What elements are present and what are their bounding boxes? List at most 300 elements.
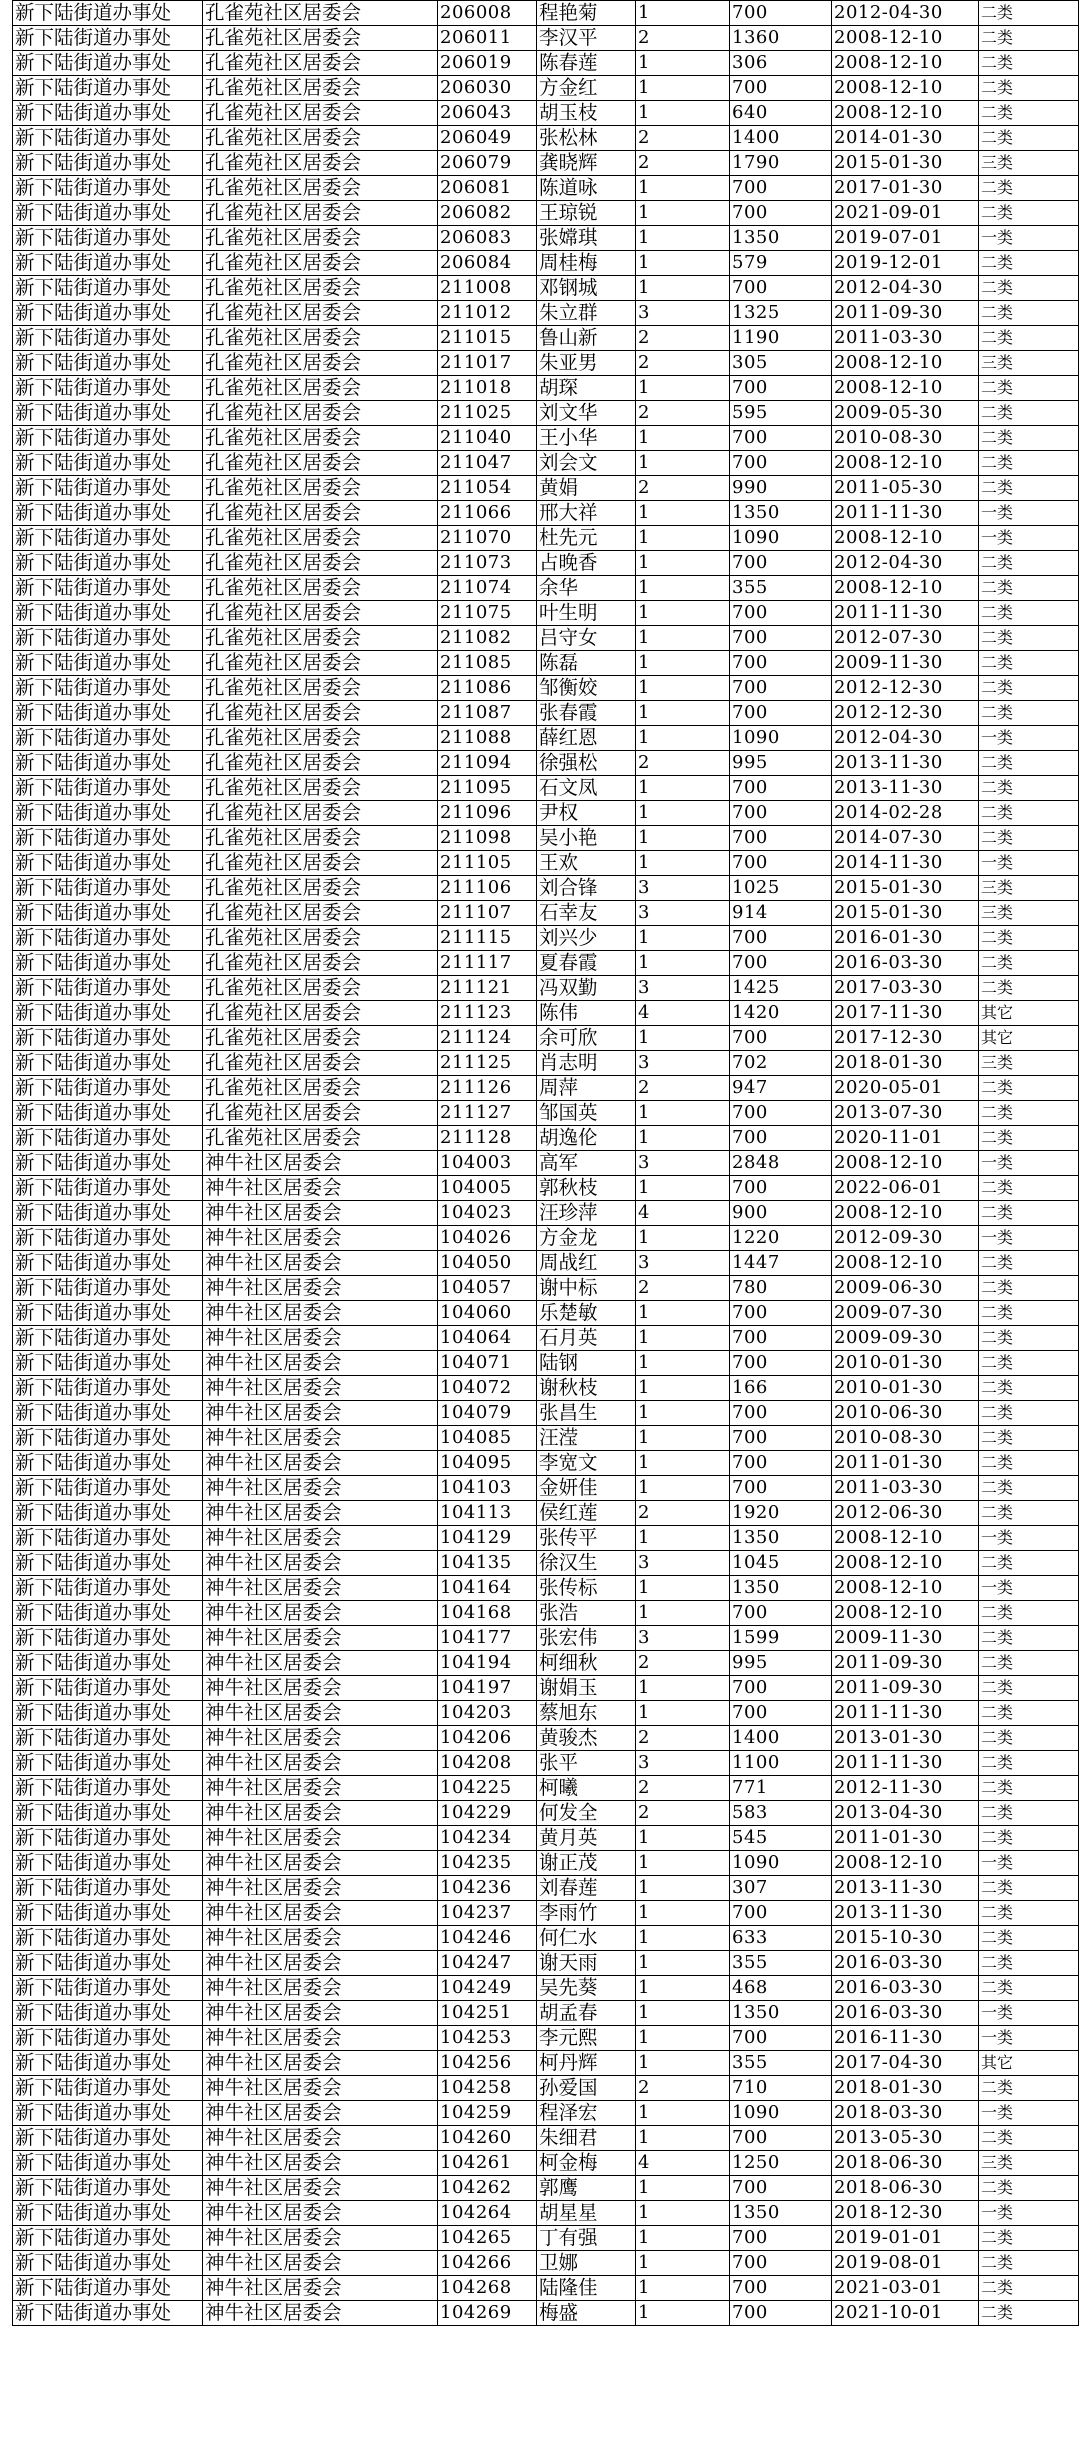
household-id-cell: 211115 (438, 926, 537, 951)
amount-cell: 700 (730, 1176, 832, 1201)
amount-cell: 995 (730, 1651, 832, 1676)
table-row (13, 901, 1079, 926)
household-id-cell: 104095 (438, 1451, 537, 1476)
members-cell: 1 (636, 376, 730, 401)
date-cell: 2012-04-30 (832, 726, 979, 751)
household-id-cell: 104249 (438, 1976, 537, 2001)
amount-cell: 1400 (730, 1726, 832, 1751)
date-cell: 2020-05-01 (832, 1076, 979, 1101)
table-row (13, 2026, 1079, 2051)
category-cell: 一类 (979, 851, 1079, 876)
name-cell: 程泽宏 (537, 2101, 636, 2126)
community-cell: 孔雀苑社区居委会 (203, 976, 438, 1001)
community-cell: 神牛社区居委会 (203, 1201, 438, 1226)
members-cell: 2 (636, 751, 730, 776)
table-row (13, 1976, 1079, 2001)
members-cell: 1 (636, 226, 730, 251)
category-cell: 二类 (979, 251, 1079, 276)
street-office-cell: 新下陆街道办事处 (13, 2301, 203, 2326)
street-office-cell: 新下陆街道办事处 (13, 601, 203, 626)
community-cell: 孔雀苑社区居委会 (203, 476, 438, 501)
name-cell: 夏春霞 (537, 951, 636, 976)
members-cell: 3 (636, 976, 730, 1001)
date-cell: 2008-12-10 (832, 1201, 979, 1226)
household-id-cell: 206008 (438, 1, 537, 26)
category-cell: 一类 (979, 2101, 1079, 2126)
category-cell: 二类 (979, 2301, 1079, 2326)
date-cell: 2010-01-30 (832, 1351, 979, 1376)
category-cell: 二类 (979, 201, 1079, 226)
table-row (13, 501, 1079, 526)
table-row (13, 776, 1079, 801)
amount-cell: 640 (730, 101, 832, 126)
table-row (13, 601, 1079, 626)
members-cell: 2 (636, 1726, 730, 1751)
name-cell: 张嫦琪 (537, 226, 636, 251)
date-cell: 2008-12-10 (832, 1251, 979, 1276)
category-cell: 二类 (979, 1201, 1079, 1226)
amount-cell: 700 (730, 826, 832, 851)
street-office-cell: 新下陆街道办事处 (13, 1476, 203, 1501)
household-id-cell: 206049 (438, 126, 537, 151)
name-cell: 朱细君 (537, 2126, 636, 2151)
community-cell: 神牛社区居委会 (203, 2226, 438, 2251)
household-id-cell: 211105 (438, 851, 537, 876)
name-cell: 陈磊 (537, 651, 636, 676)
street-office-cell: 新下陆街道办事处 (13, 1451, 203, 1476)
table-row (13, 551, 1079, 576)
date-cell: 2015-01-30 (832, 901, 979, 926)
members-cell: 1 (636, 1326, 730, 1351)
community-cell: 神牛社区居委会 (203, 1601, 438, 1626)
date-cell: 2008-12-10 (832, 1526, 979, 1551)
table-row (13, 1851, 1079, 1876)
date-cell: 2015-10-30 (832, 1926, 979, 1951)
street-office-cell: 新下陆街道办事处 (13, 276, 203, 301)
category-cell: 一类 (979, 2201, 1079, 2226)
amount-cell: 595 (730, 401, 832, 426)
household-id-cell: 104261 (438, 2151, 537, 2176)
table-row (13, 1526, 1079, 1551)
household-id-cell: 104259 (438, 2101, 537, 2126)
street-office-cell: 新下陆街道办事处 (13, 801, 203, 826)
amount-cell: 355 (730, 1951, 832, 1976)
community-cell: 孔雀苑社区居委会 (203, 826, 438, 851)
members-cell: 1 (636, 1376, 730, 1401)
category-cell: 二类 (979, 326, 1079, 351)
table-row (13, 1701, 1079, 1726)
amount-cell: 1599 (730, 1626, 832, 1651)
category-cell: 二类 (979, 701, 1079, 726)
date-cell: 2012-11-30 (832, 1776, 979, 1801)
category-cell: 二类 (979, 1926, 1079, 1951)
table-row (13, 1476, 1079, 1501)
members-cell: 2 (636, 1276, 730, 1301)
table-row (13, 1351, 1079, 1376)
community-cell: 神牛社区居委会 (203, 1501, 438, 1526)
table-row (13, 426, 1079, 451)
amount-cell: 771 (730, 1776, 832, 1801)
street-office-cell: 新下陆街道办事处 (13, 1126, 203, 1151)
category-cell: 二类 (979, 651, 1079, 676)
table-row (13, 1776, 1079, 1801)
date-cell: 2012-12-30 (832, 676, 979, 701)
date-cell: 2008-12-10 (832, 351, 979, 376)
street-office-cell: 新下陆街道办事处 (13, 1201, 203, 1226)
table-row (13, 201, 1079, 226)
table-row (13, 1951, 1079, 1976)
date-cell: 2009-05-30 (832, 401, 979, 426)
members-cell: 3 (636, 1751, 730, 1776)
street-office-cell: 新下陆街道办事处 (13, 1301, 203, 1326)
table-row (13, 1401, 1079, 1426)
community-cell: 孔雀苑社区居委会 (203, 701, 438, 726)
name-cell: 黄娟 (537, 476, 636, 501)
date-cell: 2010-08-30 (832, 1426, 979, 1451)
community-cell: 神牛社区居委会 (203, 1926, 438, 1951)
amount-cell: 579 (730, 251, 832, 276)
household-id-cell: 104026 (438, 1226, 537, 1251)
members-cell: 1 (636, 1826, 730, 1851)
name-cell: 陈道咏 (537, 176, 636, 201)
community-cell: 神牛社区居委会 (203, 1176, 438, 1201)
table-body (13, 1, 1079, 2326)
table-row (13, 1001, 1079, 1026)
street-office-cell: 新下陆街道办事处 (13, 476, 203, 501)
date-cell: 2008-12-10 (832, 26, 979, 51)
date-cell: 2016-03-30 (832, 951, 979, 976)
amount-cell: 633 (730, 1926, 832, 1951)
community-cell: 孔雀苑社区居委会 (203, 951, 438, 976)
community-cell: 孔雀苑社区居委会 (203, 651, 438, 676)
street-office-cell: 新下陆街道办事处 (13, 1351, 203, 1376)
date-cell: 2017-12-30 (832, 1026, 979, 1051)
name-cell: 徐汉生 (537, 1551, 636, 1576)
name-cell: 方金龙 (537, 1226, 636, 1251)
category-cell: 一类 (979, 726, 1079, 751)
street-office-cell: 新下陆街道办事处 (13, 1726, 203, 1751)
street-office-cell: 新下陆街道办事处 (13, 1151, 203, 1176)
table-row (13, 1026, 1079, 1051)
category-cell: 二类 (979, 2126, 1079, 2151)
category-cell: 二类 (979, 1751, 1079, 1776)
date-cell: 2021-09-01 (832, 201, 979, 226)
household-id-cell: 206043 (438, 101, 537, 126)
community-cell: 孔雀苑社区居委会 (203, 676, 438, 701)
name-cell: 刘兴少 (537, 926, 636, 951)
household-id-cell: 104265 (438, 2226, 537, 2251)
table-row (13, 851, 1079, 876)
date-cell: 2012-04-30 (832, 551, 979, 576)
name-cell: 乐楚敏 (537, 1301, 636, 1326)
category-cell: 三类 (979, 1051, 1079, 1076)
date-cell: 2013-01-30 (832, 1726, 979, 1751)
household-id-cell: 206082 (438, 201, 537, 226)
amount-cell: 1090 (730, 1851, 832, 1876)
street-office-cell: 新下陆街道办事处 (13, 201, 203, 226)
table-row (13, 1876, 1079, 1901)
table-row (13, 576, 1079, 601)
members-cell: 1 (636, 51, 730, 76)
community-cell: 神牛社区居委会 (203, 1851, 438, 1876)
date-cell: 2021-10-01 (832, 2301, 979, 2326)
members-cell: 3 (636, 1551, 730, 1576)
members-cell: 2 (636, 401, 730, 426)
date-cell: 2017-11-30 (832, 1001, 979, 1026)
table-row (13, 1051, 1079, 1076)
household-id-cell: 211098 (438, 826, 537, 851)
household-id-cell: 104234 (438, 1826, 537, 1851)
name-cell: 刘春莲 (537, 1876, 636, 1901)
community-cell: 孔雀苑社区居委会 (203, 801, 438, 826)
amount-cell: 700 (730, 1326, 832, 1351)
table-row (13, 151, 1079, 176)
members-cell: 1 (636, 1401, 730, 1426)
amount-cell: 700 (730, 926, 832, 951)
street-office-cell: 新下陆街道办事处 (13, 1001, 203, 1026)
table-row (13, 1576, 1079, 1601)
street-office-cell: 新下陆街道办事处 (13, 1401, 203, 1426)
amount-cell: 990 (730, 476, 832, 501)
amount-cell: 2848 (730, 1151, 832, 1176)
amount-cell: 1425 (730, 976, 832, 1001)
household-id-cell: 104071 (438, 1351, 537, 1376)
date-cell: 2009-11-30 (832, 651, 979, 676)
date-cell: 2011-03-30 (832, 1476, 979, 1501)
name-cell: 石月英 (537, 1326, 636, 1351)
category-cell: 二类 (979, 476, 1079, 501)
table-row (13, 976, 1079, 1001)
community-cell: 孔雀苑社区居委会 (203, 751, 438, 776)
street-office-cell: 新下陆街道办事处 (13, 1526, 203, 1551)
household-id-cell: 211047 (438, 451, 537, 476)
street-office-cell: 新下陆街道办事处 (13, 501, 203, 526)
category-cell: 二类 (979, 2226, 1079, 2251)
household-id-cell: 211018 (438, 376, 537, 401)
members-cell: 1 (636, 1476, 730, 1501)
household-id-cell: 206030 (438, 76, 537, 101)
table-row (13, 451, 1079, 476)
street-office-cell: 新下陆街道办事处 (13, 2126, 203, 2151)
members-cell: 1 (636, 2051, 730, 2076)
community-cell: 神牛社区居委会 (203, 2176, 438, 2201)
members-cell: 1 (636, 251, 730, 276)
date-cell: 2008-12-10 (832, 1551, 979, 1576)
household-id-cell: 206084 (438, 251, 537, 276)
street-office-cell: 新下陆街道办事处 (13, 51, 203, 76)
street-office-cell: 新下陆街道办事处 (13, 151, 203, 176)
name-cell: 张传标 (537, 1576, 636, 1601)
street-office-cell: 新下陆街道办事处 (13, 1601, 203, 1626)
table-row (13, 251, 1079, 276)
household-id-cell: 104208 (438, 1751, 537, 1776)
amount-cell: 1100 (730, 1751, 832, 1776)
table-row (13, 26, 1079, 51)
category-cell: 二类 (979, 126, 1079, 151)
members-cell: 3 (636, 1051, 730, 1076)
category-cell: 二类 (979, 826, 1079, 851)
name-cell: 刘文华 (537, 401, 636, 426)
category-cell: 二类 (979, 401, 1079, 426)
date-cell: 2016-11-30 (832, 2026, 979, 2051)
members-cell: 3 (636, 1626, 730, 1651)
category-cell: 三类 (979, 876, 1079, 901)
date-cell: 2018-01-30 (832, 1051, 979, 1076)
street-office-cell: 新下陆街道办事处 (13, 1801, 203, 1826)
name-cell: 蔡旭东 (537, 1701, 636, 1726)
category-cell: 二类 (979, 1776, 1079, 1801)
community-cell: 孔雀苑社区居委会 (203, 726, 438, 751)
household-id-cell: 104225 (438, 1776, 537, 1801)
community-cell: 孔雀苑社区居委会 (203, 126, 438, 151)
household-id-cell: 211073 (438, 551, 537, 576)
amount-cell: 700 (730, 1676, 832, 1701)
category-cell: 一类 (979, 1226, 1079, 1251)
street-office-cell: 新下陆街道办事处 (13, 876, 203, 901)
table-row (13, 2076, 1079, 2101)
amount-cell: 700 (730, 1601, 832, 1626)
amount-cell: 700 (730, 1426, 832, 1451)
table-row (13, 101, 1079, 126)
members-cell: 1 (636, 2026, 730, 2051)
amount-cell: 700 (730, 2226, 832, 2251)
table-row (13, 2126, 1079, 2151)
category-cell: 二类 (979, 976, 1079, 1001)
community-cell: 神牛社区居委会 (203, 1476, 438, 1501)
name-cell: 石幸友 (537, 901, 636, 926)
category-cell: 其它 (979, 1026, 1079, 1051)
table-row (13, 951, 1079, 976)
members-cell: 1 (636, 2001, 730, 2026)
category-cell: 二类 (979, 1976, 1079, 2001)
amount-cell: 468 (730, 1976, 832, 2001)
community-cell: 神牛社区居委会 (203, 1326, 438, 1351)
community-cell: 孔雀苑社区居委会 (203, 201, 438, 226)
category-cell: 二类 (979, 1, 1079, 26)
amount-cell: 583 (730, 1801, 832, 1826)
members-cell: 2 (636, 1076, 730, 1101)
category-cell: 二类 (979, 51, 1079, 76)
category-cell: 一类 (979, 1851, 1079, 1876)
date-cell: 2008-12-10 (832, 451, 979, 476)
table-row (13, 1251, 1079, 1276)
amount-cell: 700 (730, 426, 832, 451)
category-cell: 其它 (979, 1001, 1079, 1026)
street-office-cell: 新下陆街道办事处 (13, 776, 203, 801)
street-office-cell: 新下陆街道办事处 (13, 1176, 203, 1201)
amount-cell: 710 (730, 2076, 832, 2101)
amount-cell: 700 (730, 2276, 832, 2301)
street-office-cell: 新下陆街道办事处 (13, 1901, 203, 1926)
category-cell: 一类 (979, 226, 1079, 251)
community-cell: 孔雀苑社区居委会 (203, 526, 438, 551)
members-cell: 1 (636, 1701, 730, 1726)
community-cell: 神牛社区居委会 (203, 2026, 438, 2051)
household-id-cell: 211025 (438, 401, 537, 426)
amount-cell: 995 (730, 751, 832, 776)
name-cell: 胡琛 (537, 376, 636, 401)
category-cell: 二类 (979, 1876, 1079, 1901)
amount-cell: 1920 (730, 1501, 832, 1526)
household-id-cell: 211128 (438, 1126, 537, 1151)
category-cell: 二类 (979, 1951, 1079, 1976)
table-row (13, 2201, 1079, 2226)
table-row (13, 2101, 1079, 2126)
community-cell: 神牛社区居委会 (203, 1901, 438, 1926)
name-cell: 高军 (537, 1151, 636, 1176)
date-cell: 2018-03-30 (832, 2101, 979, 2126)
community-cell: 孔雀苑社区居委会 (203, 276, 438, 301)
community-cell: 神牛社区居委会 (203, 2001, 438, 2026)
household-id-cell: 211127 (438, 1101, 537, 1126)
date-cell: 2013-04-30 (832, 1801, 979, 1826)
name-cell: 张春霞 (537, 701, 636, 726)
spreadsheet (12, 0, 1078, 2326)
date-cell: 2017-03-30 (832, 976, 979, 1001)
street-office-cell: 新下陆街道办事处 (13, 401, 203, 426)
date-cell: 2016-01-30 (832, 926, 979, 951)
street-office-cell: 新下陆街道办事处 (13, 951, 203, 976)
category-cell: 二类 (979, 1351, 1079, 1376)
table-row (13, 1101, 1079, 1126)
household-id-cell: 104251 (438, 2001, 537, 2026)
table-row (13, 2176, 1079, 2201)
household-id-cell: 104023 (438, 1201, 537, 1226)
community-cell: 孔雀苑社区居委会 (203, 576, 438, 601)
amount-cell: 1350 (730, 501, 832, 526)
members-cell: 1 (636, 1526, 730, 1551)
table-row (13, 2251, 1079, 2276)
category-cell: 一类 (979, 1151, 1079, 1176)
household-id-cell: 104113 (438, 1501, 537, 1526)
category-cell: 二类 (979, 926, 1079, 951)
household-id-cell: 104236 (438, 1876, 537, 1901)
members-cell: 2 (636, 151, 730, 176)
street-office-cell: 新下陆街道办事处 (13, 1876, 203, 1901)
name-cell: 汪珍萍 (537, 1201, 636, 1226)
street-office-cell: 新下陆街道办事处 (13, 326, 203, 351)
amount-cell: 307 (730, 1876, 832, 1901)
category-cell: 二类 (979, 601, 1079, 626)
amount-cell: 305 (730, 351, 832, 376)
amount-cell: 700 (730, 1351, 832, 1376)
household-id-cell: 211054 (438, 476, 537, 501)
members-cell: 1 (636, 1926, 730, 1951)
date-cell: 2008-12-10 (832, 76, 979, 101)
community-cell: 神牛社区居委会 (203, 1301, 438, 1326)
category-cell: 二类 (979, 1501, 1079, 1526)
members-cell: 1 (636, 176, 730, 201)
street-office-cell: 新下陆街道办事处 (13, 301, 203, 326)
members-cell: 1 (636, 76, 730, 101)
category-cell: 二类 (979, 1726, 1079, 1751)
household-id-cell: 104235 (438, 1851, 537, 1876)
category-cell: 二类 (979, 376, 1079, 401)
community-cell: 神牛社区居委会 (203, 1676, 438, 1701)
name-cell: 薛红恩 (537, 726, 636, 751)
community-cell: 孔雀苑社区居委会 (203, 401, 438, 426)
name-cell: 叶生明 (537, 601, 636, 626)
table-row (13, 2276, 1079, 2301)
community-cell: 孔雀苑社区居委会 (203, 101, 438, 126)
members-cell: 1 (636, 501, 730, 526)
category-cell: 一类 (979, 2026, 1079, 2051)
name-cell: 何仁水 (537, 1926, 636, 1951)
street-office-cell: 新下陆街道办事处 (13, 701, 203, 726)
amount-cell: 700 (730, 2301, 832, 2326)
name-cell: 李宽文 (537, 1451, 636, 1476)
street-office-cell: 新下陆街道办事处 (13, 26, 203, 51)
